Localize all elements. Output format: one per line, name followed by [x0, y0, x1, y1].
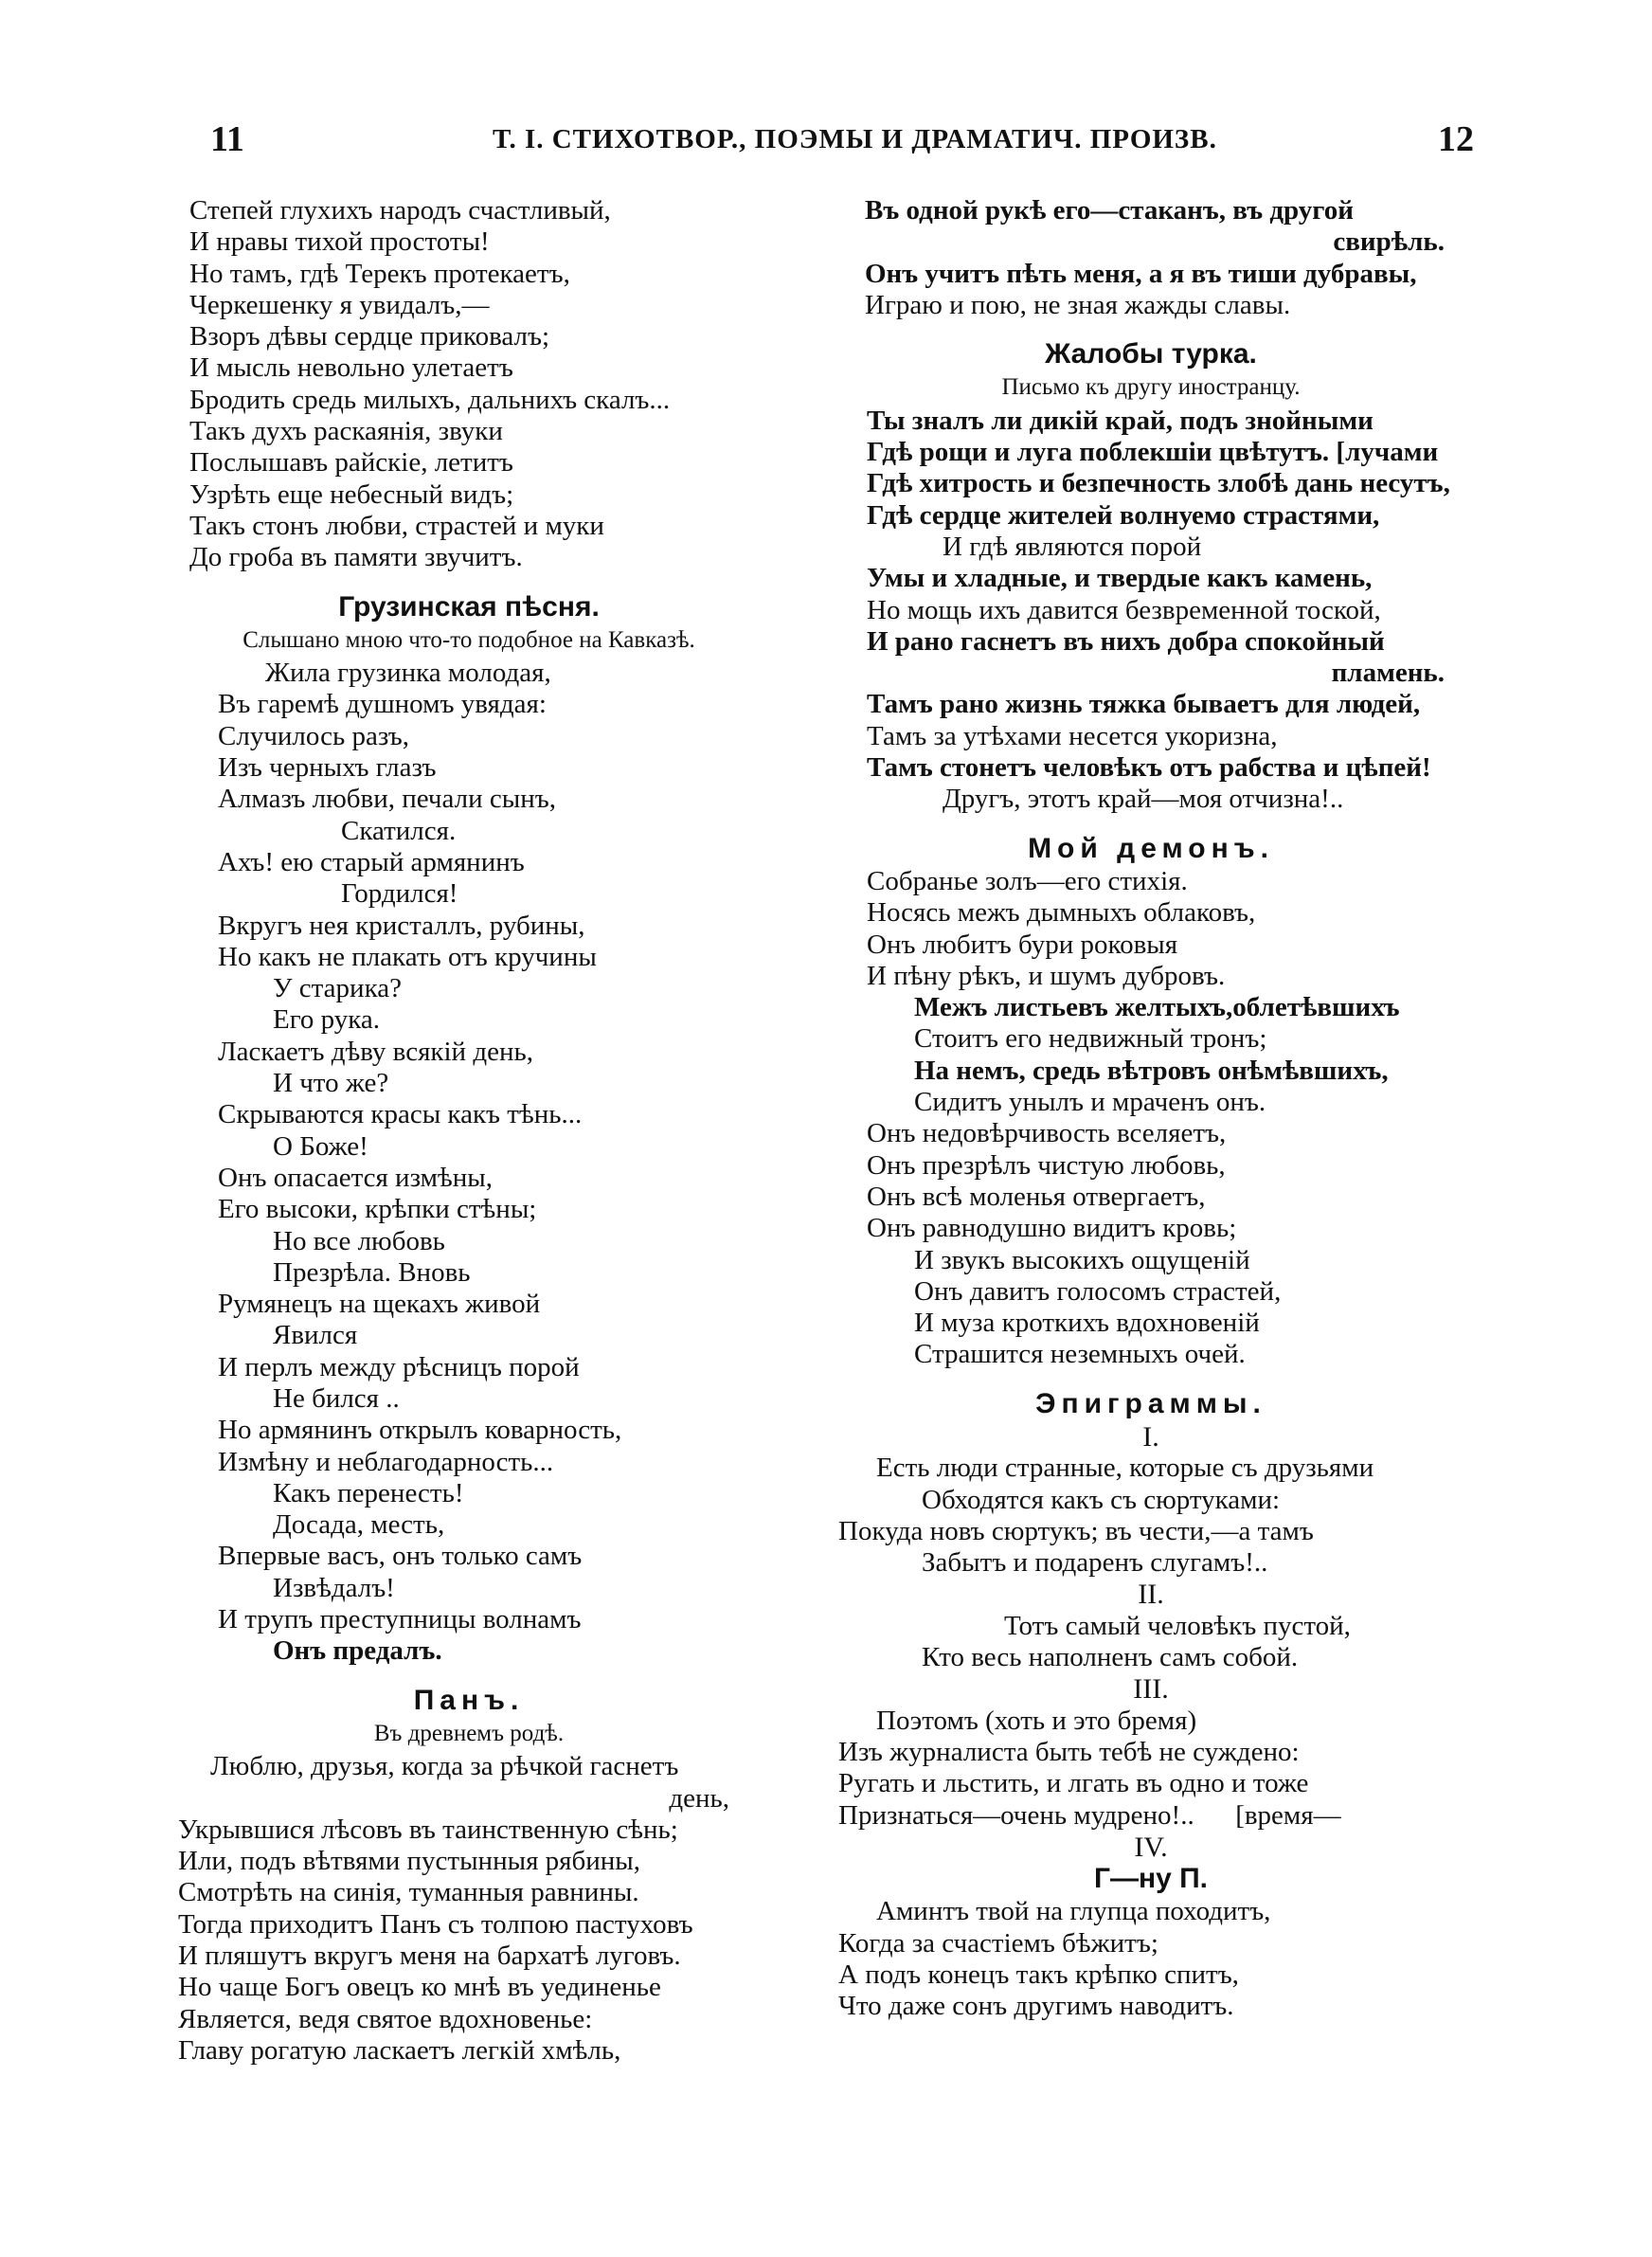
verse-line: Другъ, этотъ край—моя отчизна!..	[943, 784, 1344, 815]
verse-line: Есть люди странные, которые съ друзьями	[876, 1453, 1374, 1484]
verse-line: Онъ всѣ моленья отвергаетъ,	[867, 1181, 1206, 1212]
poem-pan	[178, 1751, 748, 2067]
verse-line: Забытъ и подаренъ слугамъ!..	[922, 1547, 1268, 1579]
verse-line: Онъ опасается измѣны,	[218, 1162, 493, 1193]
verse-line: Признаться—очень мудрено!.. [время—	[838, 1799, 1341, 1831]
section-title-epigrams: Эпиграммы.	[1035, 1387, 1266, 1419]
verse-line: Сидитъ унылъ и мраченъ онъ.	[914, 1087, 1266, 1118]
epigram-2	[838, 1611, 1463, 1674]
verse-line: И гдѣ являются порой	[943, 531, 1202, 562]
verse-line: Степей глухихъ народъ счастливый,	[189, 195, 611, 226]
page-header	[0, 118, 1652, 166]
verse-line: Смотрѣть на синія, туманныя равнины.	[178, 1877, 639, 1908]
verse-line: Онъ презрѣлъ чистую любовь,	[867, 1149, 1226, 1181]
verse-line: Онъ давитъ голосомъ страстей,	[914, 1275, 1282, 1307]
verse-line: Гдѣ рощи и луга поблекшіи цвѣтутъ. [лучами	[867, 437, 1439, 468]
verse-line: И трупъ преступницы волнамъ	[218, 1604, 582, 1635]
verse-line: Въ одной рукѣ его—стаканъ, въ другой	[865, 195, 1354, 226]
verse-line: Черкешенку я увидалъ,—	[189, 289, 490, 320]
verse-line: Укрывшися лѣсовъ въ таинственную сѣнь;	[178, 1814, 678, 1845]
verse-line: Что даже сонъ другимъ наводитъ.	[838, 1991, 1234, 2022]
verse-line: Взоръ дѣвы сердце приковалъ;	[189, 321, 550, 352]
verse-line: Впервые васъ, онъ только самъ	[218, 1541, 583, 1572]
verse-line: Скатился.	[341, 815, 457, 846]
verse-line: До гроба въ памяти звучитъ.	[189, 542, 523, 573]
verse-line: Изъ журналиста быть тебѣ не суждено:	[838, 1736, 1300, 1767]
epigram-3	[838, 1706, 1463, 1832]
verse-line: На немъ, средь вѣтровъ онѣмѣвшихъ,	[914, 1055, 1389, 1086]
verse-line: Покуда новъ сюртукъ; въ чести,—а тамъ	[838, 1515, 1314, 1546]
verse-line: Тотъ самый человѣкъ пустой,	[1004, 1610, 1351, 1641]
epigram-number: II.	[1138, 1579, 1164, 1611]
verse-line: А подъ конецъ такъ крѣпко спитъ,	[838, 1959, 1239, 1991]
verse-line: Онъ равнодушно видитъ кровь;	[867, 1213, 1237, 1244]
verse-line: день,	[669, 1782, 729, 1814]
verse-line: Поэтомъ (хоть и это бремя)	[876, 1705, 1197, 1736]
verse-line: Аминтъ твой на глупца походитъ,	[876, 1896, 1271, 1927]
poem-subtitle: Въ древнемъ родѣ.	[373, 1720, 565, 1746]
poem-zhaloby-turka	[838, 406, 1463, 816]
verse-line: Тамъ рано жизнь тяжка бываетъ для людей,	[867, 689, 1421, 720]
epigram-title-g-nu-p: Г—ну П.	[1093, 1863, 1209, 1895]
verse-line: Или, подъ вѣтвями пустынныя рябины,	[178, 1846, 641, 1877]
page-number-right: 12	[1438, 119, 1474, 159]
verse-line: Случилось разъ,	[218, 720, 410, 751]
verse-line: И мысль невольно улетаетъ	[189, 352, 513, 384]
verse-line: Но все любовь	[273, 1225, 445, 1256]
verse-line: Носясь межъ дымныхъ облаковъ,	[867, 897, 1256, 929]
page-number-left: 11	[210, 119, 244, 159]
verse-line: Тогда приходитъ Панъ съ толпою пастуховъ	[178, 1908, 693, 1940]
verse-line: Такъ духъ раскаянія, звуки	[189, 416, 503, 447]
verse-line: И перлъ между рѣсницъ порой	[218, 1351, 580, 1382]
epigram-4	[838, 1896, 1463, 2022]
verse-line: Гдѣ сердце жителей волнуемо страстями,	[867, 499, 1380, 531]
verse-line: Но чаще Богъ овецъ ко мнѣ въ уединенье	[178, 1972, 661, 2003]
epigram-number: I.	[1142, 1420, 1159, 1453]
verse-line: Какъ перенесть!	[273, 1477, 464, 1508]
poem-title-demon: Мой демонъ.	[1028, 832, 1274, 864]
verse-line: Изъ черныхъ глазъ	[218, 752, 437, 784]
verse-line: Тамъ за утѣхами несется укоризна,	[867, 720, 1278, 751]
verse-line: Обходятся какъ съ сюртуками:	[922, 1484, 1281, 1515]
verse-line: Когда за счастіемъ бѣжитъ;	[838, 1927, 1158, 1959]
verse-line: Но какъ не плакать отъ кручины	[218, 941, 597, 972]
verse-line: Страшится неземныхъ очей.	[914, 1339, 1246, 1370]
verse-line: Онъ любитъ бури роковыя	[867, 929, 1178, 960]
poem-gruzinskaya	[189, 658, 748, 1668]
verse-line: Люблю, друзья, когда за рѣчкой гаснетъ	[210, 1751, 679, 1782]
verse-line: Узрѣть еще небесный видъ;	[189, 478, 514, 510]
left-column	[178, 195, 748, 2067]
verse-line: И нравы тихой простоты!	[189, 226, 490, 258]
verse-line: Румянецъ на щекахъ живой	[218, 1289, 541, 1320]
verse-line: Умы и хладные, и твердые какъ камень,	[867, 563, 1373, 594]
verse-line: Онъ недовѣрчивость вселяетъ,	[867, 1118, 1227, 1149]
verse-line: Его высоки, крѣпки стѣны;	[218, 1194, 537, 1225]
verse-line: И пляшутъ вкругъ меня на бархатѣ луговъ.	[178, 1941, 681, 1972]
verse-line: Въ гаремѣ душномъ увядая:	[218, 689, 547, 720]
verse-line: Презрѣла. Вновь	[273, 1256, 471, 1288]
verse-line: И звукъ высокихъ ощущеній	[914, 1244, 1250, 1275]
verse-line: Скрываются красы какъ тѣнь...	[218, 1099, 583, 1130]
poem-pan-continued	[838, 195, 1463, 321]
verse-line: Ласкаетъ дѣву всякій день,	[218, 1036, 533, 1067]
verse-line: Досада, месть,	[273, 1509, 445, 1541]
verse-line: Послышавъ райскіе, летитъ	[189, 447, 513, 478]
poem-subtitle: Слышано мною что-то подобное на Кавказѣ.	[242, 626, 695, 653]
verse-line: Его рука.	[273, 1004, 381, 1036]
running-title: Т. І. СТИХОТВОР., ПОЭМЫ И ДРАМАТИЧ. ПРОИЗВ.	[493, 124, 1217, 154]
epigram-1	[838, 1453, 1463, 1579]
poem-intro-stanza	[189, 195, 748, 574]
verse-line: И что же?	[273, 1068, 389, 1099]
verse-line: О Боже!	[273, 1130, 368, 1162]
verse-line: У старика?	[273, 973, 402, 1004]
verse-line: И муза кроткихъ вдохновеній	[914, 1308, 1260, 1339]
verse-line: Межъ листьевъ желтыхъ,облетѣвшихъ	[914, 992, 1400, 1023]
epigram-number: IV.	[1134, 1831, 1168, 1863]
verse-line: Не бился ..	[273, 1382, 400, 1414]
verse-line: Но армянинъ открылъ коварность,	[218, 1415, 622, 1446]
verse-line: Онъ предалъ.	[273, 1635, 442, 1667]
verse-line: Алмазъ любви, печали сынъ,	[218, 784, 556, 815]
right-column	[838, 195, 1463, 2023]
verse-line: Онъ учитъ пѣть меня, а я въ тиши дубравы,	[865, 258, 1417, 289]
verse-line: И рано гаснетъ въ нихъ добра спокойный	[867, 625, 1385, 657]
poem-subtitle: Письмо къ другу иностранцу.	[1001, 374, 1301, 401]
verse-line: пламень.	[1331, 658, 1445, 689]
poem-moy-demon	[838, 866, 1463, 1371]
verse-line: Извѣдалъ!	[273, 1572, 395, 1603]
verse-line: Жила грузинка молодая,	[265, 658, 551, 689]
verse-line: И пѣну рѣкъ, и шумъ дубровъ.	[867, 960, 1226, 991]
verse-line: Главу рогатую ласкаетъ легкій хмѣль,	[178, 2034, 621, 2066]
verse-line: Играю и пою, не зная жажды славы.	[865, 289, 1291, 320]
verse-line: Является, ведя святое вдохновенье:	[178, 2003, 593, 2034]
verse-line: Стоитъ его недвижный тронъ;	[914, 1023, 1267, 1055]
verse-line: Вкругъ нея кристаллъ, рубины,	[218, 910, 585, 941]
verse-line: Тамъ стонетъ человѣкъ отъ рабства и цѣпей!	[867, 752, 1431, 784]
epigram-number: III.	[1133, 1673, 1169, 1706]
verse-line: Измѣну и неблагодарность...	[218, 1446, 554, 1477]
poem-title-zhaloby: Жалобы турка.	[1045, 338, 1257, 370]
verse-line: Явился	[273, 1320, 358, 1351]
verse-line: Но тамъ, гдѣ Терекъ протекаетъ,	[189, 258, 570, 289]
verse-line: Но мощь ихъ давится безвременной тоской,	[867, 594, 1381, 625]
verse-line: Ты зналъ ли дикій край, подъ знойными	[867, 405, 1374, 436]
verse-line: Ругать и льстить, и лгать въ одно и тоже	[838, 1768, 1309, 1799]
verse-line: Ахъ! ею старый армянинъ	[218, 846, 525, 877]
verse-line: Гордился!	[341, 878, 458, 910]
verse-line: Бродить средь милыхъ, дальнихъ скалъ...	[189, 384, 671, 415]
verse-line: Такъ стонъ любви, страстей и муки	[189, 510, 604, 541]
verse-line: Кто весь наполненъ самъ собой.	[922, 1642, 1299, 1673]
verse-line: Собранье золъ—его стихія.	[867, 865, 1188, 896]
poem-title-gruzinskaya: Грузинская пѣсня.	[338, 590, 600, 623]
poem-title-pan: Панъ.	[413, 1684, 525, 1716]
verse-line: Гдѣ хитрость и безпечность злобѣ дань несутъ,	[867, 468, 1450, 499]
verse-line: свирѣль.	[1333, 226, 1445, 258]
